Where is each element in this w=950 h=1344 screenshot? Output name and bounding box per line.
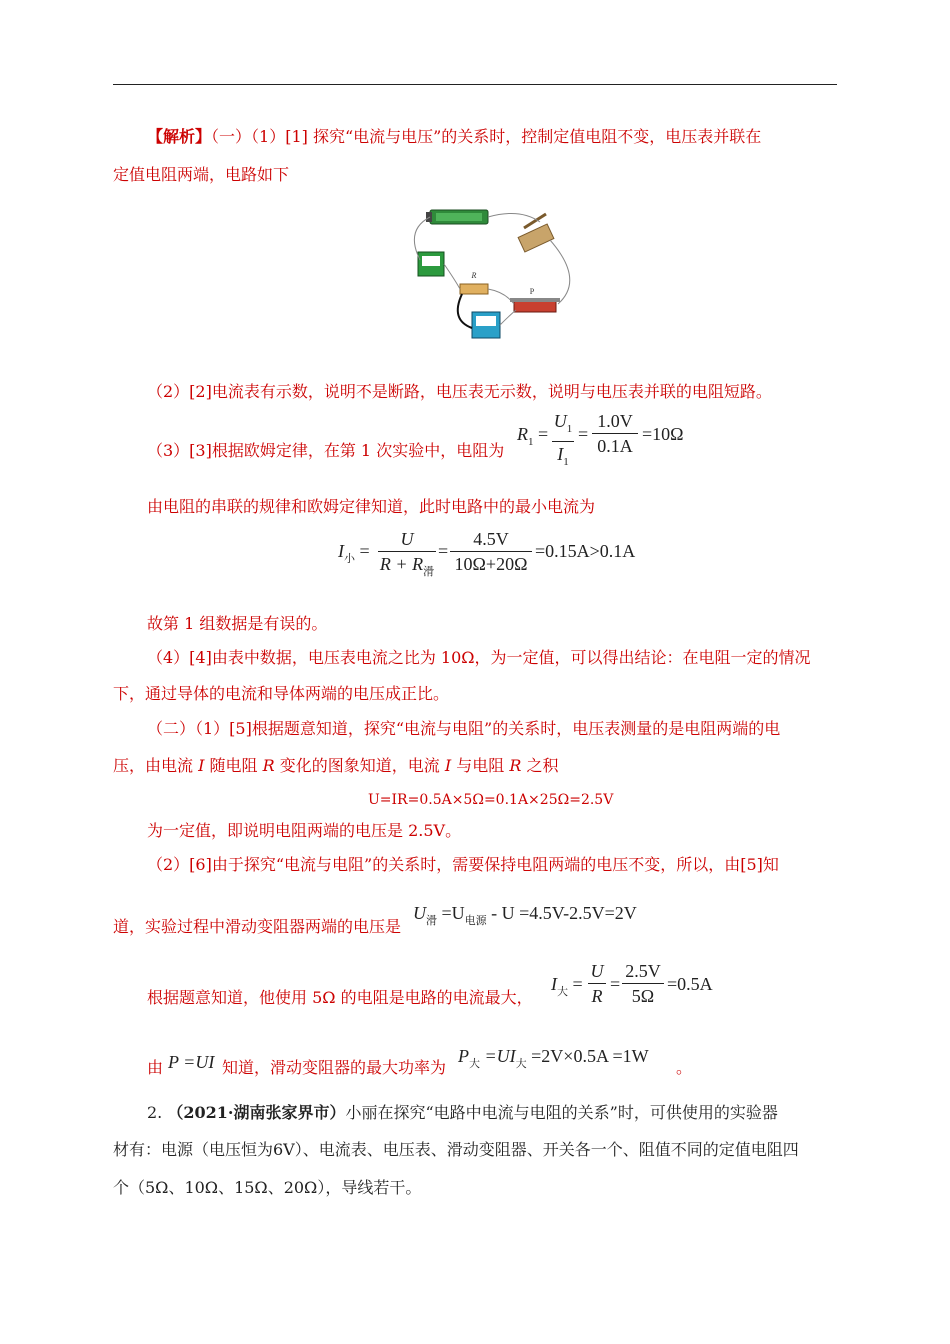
resistor-icon <box>460 271 488 294</box>
analysis-text-1: （一）（1）[1] 探究“电流与电压”的关系时，控制定值电阻不变，电压表并联在 <box>211 127 762 146</box>
analysis-line-5: 由电阻的串联的规律和欧姆定律知道，此时电路中的最小电流为 <box>147 497 596 516</box>
resistor-label: R <box>471 271 477 280</box>
formula-imin-frac1: U $R + R_滑$ <box>379 529 435 578</box>
battery-icon <box>426 210 488 224</box>
formula-imax-eq: = <box>610 974 621 994</box>
analysis-line-12: 为一定值，即说明电阻两端的电压是 2.5V。 <box>147 821 462 840</box>
analysis-line-11: U=IR=0.5A×5Ω=0.1A×25Ω=2.5V <box>368 792 614 808</box>
formula-pmax: $P_大 =UI_大 =2V\times 0.5A =1W$ <box>458 1046 649 1070</box>
analysis-line-8: 下，通过导体的电流和导体两端的电压成正比。 <box>113 684 450 703</box>
formula-imin-lhs: $I_小$ = <box>338 541 370 565</box>
voltmeter-icon <box>418 252 444 276</box>
analysis-line-7: （4）[4]由表中数据，电压表电流之比为 10Ω，为一定值，可以得出结论：在电阻一定的情况 <box>147 648 811 667</box>
slider-label: P <box>529 287 535 296</box>
formula-imax-frac1: U R <box>588 960 606 1007</box>
analysis-line-4: （3）[3]根据欧姆定律，在第 1 次实验中，电阻为 <box>147 441 505 460</box>
analysis-line-3: （2）[2]电流表有示数，说明不是断路，电压表无示数，说明与电压表并联的电阻短路。 <box>147 382 772 401</box>
ammeter-icon <box>472 312 500 338</box>
analysis-line-14: 道，实验过程中滑动变阻器两端的电压是 <box>113 917 402 936</box>
rheostat-icon <box>510 287 560 312</box>
analysis-line-15: 根据题意知道，他使用 5Ω 的电阻是电路的电流最大， <box>147 988 533 1007</box>
question-2-line-1: 2. （2021·湖南张家界市）小丽在探究“电路中电流与电阻的关系”时，可供使用的实验器 <box>147 1103 778 1122</box>
analysis-line-9: （二）（1）[5]根据题意知道，探究“电流与电阻”的关系时，电压表测量的是电阻两端的电 <box>147 719 781 738</box>
circuit-diagram <box>400 200 590 350</box>
formula-imax-lhs: $I_大$ = <box>551 974 583 998</box>
analysis-line-1 <box>147 127 761 147</box>
formula-imin-frac2: 4.5V 10Ω+20Ω <box>450 528 532 575</box>
formula-r1-result: =10Ω <box>642 424 684 444</box>
analysis-line-16c: 。 <box>676 1058 693 1077</box>
formula-imax-result: =0.5A <box>667 974 713 994</box>
formula-pui: P =UI <box>168 1052 215 1072</box>
analysis-line-10: 压，由电流 I 随电阻 R 变化的图象知道，电流 I 与电阻 R 之积 <box>113 756 559 775</box>
analysis-line-16a: 由 <box>147 1058 164 1077</box>
analysis-line-13: （2）[6]由于探究“电流与电阻”的关系时，需要保持电阻两端的电压不变，所以，由[5]知 <box>147 855 779 874</box>
formula-r1-frac1: $U_1$ $I_1$ <box>553 411 573 468</box>
question-2-line-2: 材有：电源（电压恒为6V）、电流表、电压表、滑动变阻器、开关各一个、阻值不同的定值电阻四 <box>113 1140 799 1159</box>
formula-imin-eq: = <box>438 541 449 561</box>
formula-r1-frac2: 1.0V 0.1A <box>592 410 638 457</box>
formula-r1-eq: = <box>578 424 589 444</box>
formula-imax-frac2: 2.5V 5Ω <box>622 960 664 1007</box>
formula-r1-lhs: $R_1$ = <box>517 424 549 448</box>
header-rule <box>113 84 837 85</box>
formula-imin-result: =0.15A>0.1A <box>535 541 636 561</box>
analysis-line-16b: 知道，滑动变阻器的最大功率为 <box>222 1058 447 1077</box>
analysis-line-2: 定值电阻两端，电路如下 <box>113 165 290 184</box>
analysis-line-6: 故第 1 组数据是有误的。 <box>147 614 328 633</box>
analysis-tag: 【解析】 <box>147 127 212 146</box>
formula-uslide: $U_滑 =U_{电源} - U =4.5V-2.5V=2V$ <box>413 903 637 927</box>
question-2-line-3: 个（5Ω、10Ω、15Ω、20Ω），导线若干。 <box>113 1178 422 1197</box>
